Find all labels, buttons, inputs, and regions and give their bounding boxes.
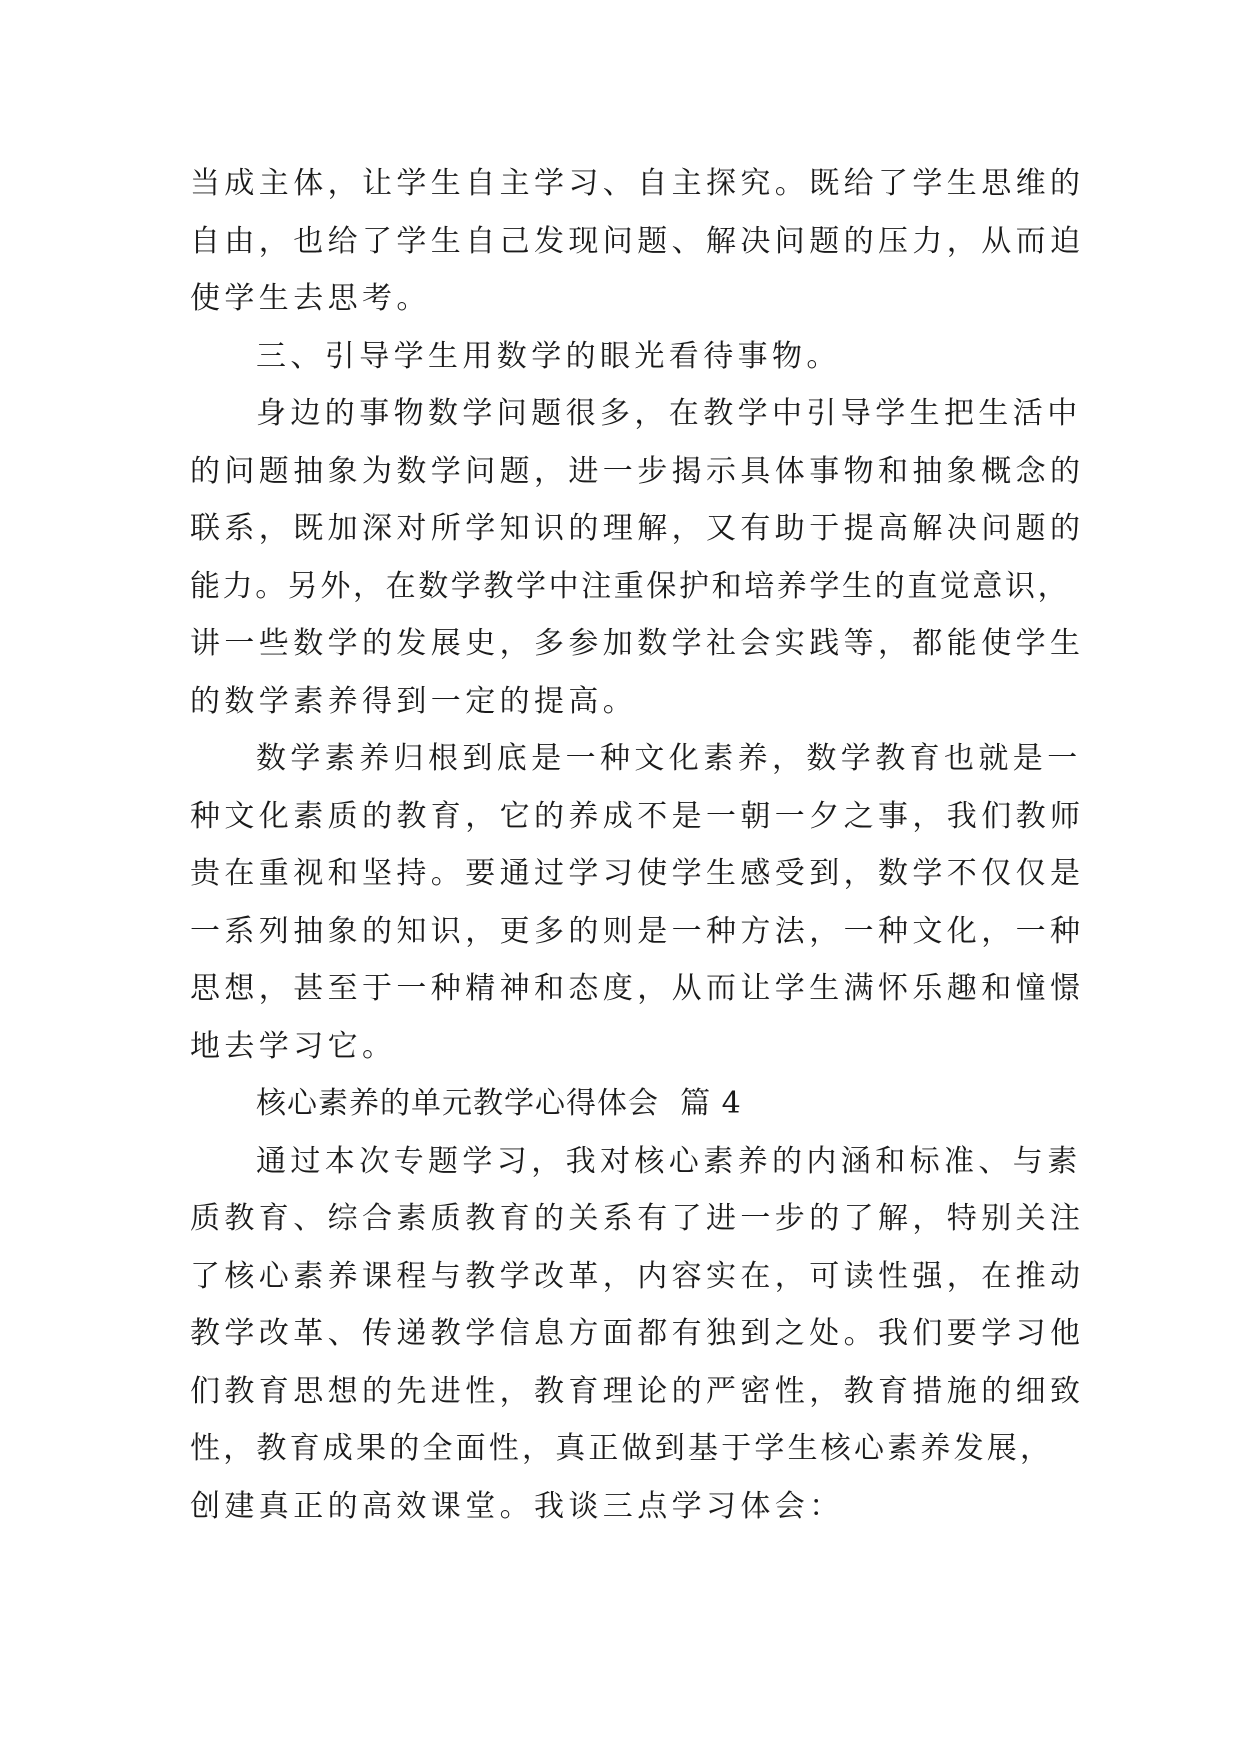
paragraph-line: 们教育思想的先进性，教育理论的严密性，教育措施的细致 — [190, 1373, 1085, 1409]
document-body — [190, 155, 1085, 1535]
paragraph-line: 创建真正的高效课堂。我谈三点学习体会： — [190, 1488, 844, 1524]
paragraph-line: 种文化素质的教育，它的养成不是一朝一夕之事，我们教师 — [190, 798, 1085, 834]
paragraph-line: 思想，甚至于一种精神和态度，从而让学生满怀乐趣和憧憬 — [190, 971, 1085, 1006]
paragraph-line: 当成主体，让学生自主学习、自主探究。既给了学生思维的 — [190, 166, 1085, 201]
paragraph-line: 自由，也给了学生自己发现问题、解决问题的压力，从而迫 — [190, 223, 1085, 259]
paragraph-line: 使学生去思考。 — [190, 281, 431, 316]
paragraph-line: 的问题抽象为数学问题，进一步揭示具体事物和抽象概念的 — [190, 453, 1085, 489]
article-heading: 核心素养的单元教学心得体会 篇 4 — [256, 1086, 742, 1121]
paragraph-line: 一系列抽象的知识，更多的则是一种方法，一种文化，一种 — [190, 913, 1085, 949]
paragraph-line: 地去学习它。 — [190, 1028, 397, 1064]
paragraph-line: 数学素养归根到底是一种文化素养，数学教育也就是一 — [256, 741, 1082, 776]
paragraph-line: 通过本次专题学习，我对核心素养的内涵和标准、与素 — [256, 1143, 1082, 1179]
paragraph-line: 联系，既加深对所学知识的理解，又有助于提高解决问题的 — [190, 511, 1085, 546]
section-heading: 三、引导学生用数学的眼光看待事物。 — [256, 338, 841, 374]
paragraph-line: 讲一些数学的发展史，多参加数学社会实践等，都能使学生 — [190, 626, 1085, 661]
paragraph-line: 质教育、综合素质教育的关系有了进一步的了解，特别关注 — [190, 1201, 1085, 1236]
paragraph-line: 教学改革、传递教学信息方面都有独到之处。我们要学习他 — [190, 1316, 1085, 1351]
paragraph-line: 贵在重视和坚持。要通过学习使学生感受到，数学不仅仅是 — [190, 856, 1085, 891]
paragraph-line: 身边的事物数学问题很多，在教学中引导学生把生活中 — [256, 396, 1082, 431]
paragraph-line: 了核心素养课程与教学改革，内容实在，可读性强，在推动 — [190, 1258, 1085, 1294]
paragraph-line: 的数学素养得到一定的提高。 — [190, 683, 638, 719]
paragraph-line: 能力。另外，在数学教学中注重保护和培养学生的直觉意识， — [190, 568, 1071, 604]
paragraph-line: 性，教育成果的全面性，真正做到基于学生核心素养发展， — [190, 1431, 1054, 1466]
